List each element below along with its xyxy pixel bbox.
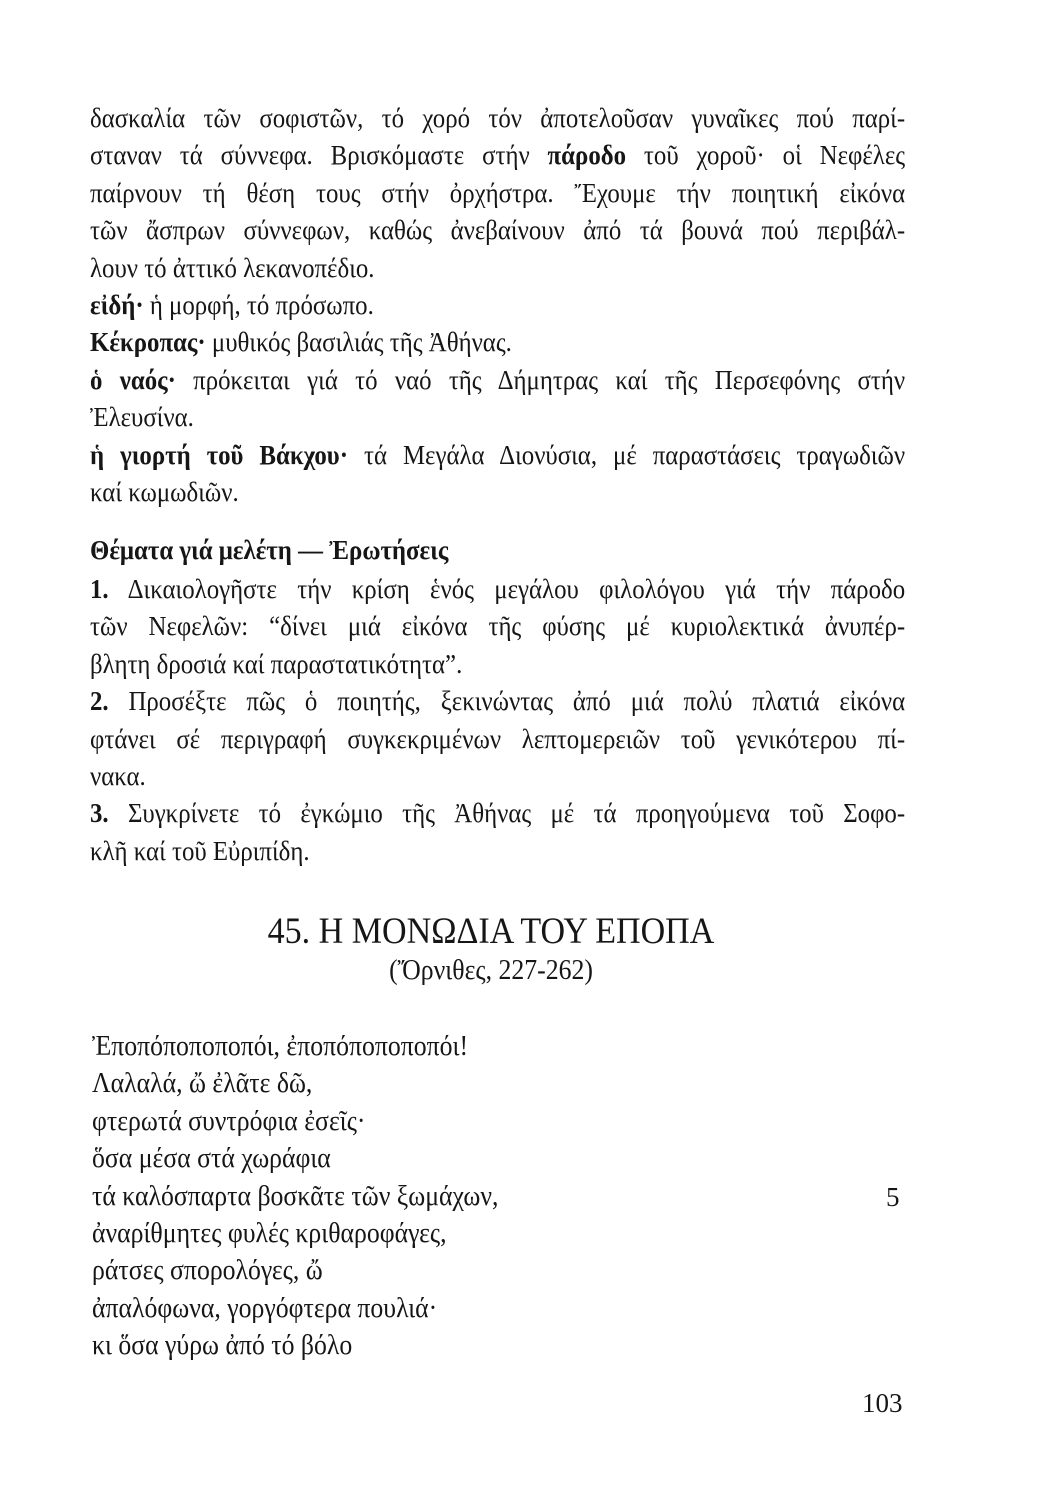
text-run: ἡ μορφή, τό πρόσωπο. [143,290,374,320]
poem-line: ράτσες σπορολόγες, ὤ [92,1255,323,1287]
question-line [90,684,905,718]
poem-line: κι ὅσα γύρω ἀπό τό βόλο [92,1330,353,1362]
text-run: φτάνει σέ περιγραφή συγκεκριμένων λεπτομερειῶν τοῦ γενικότερου πί- [90,723,906,754]
text-run: τοῦ χοροῦ· οἱ Νεφέλες [626,140,906,171]
text-run: βλητη δροσιά καί παραστατικότητα”. [90,648,463,679]
bold-term: εἰδή· [90,290,144,320]
text-run: πρόκειται γιά τό ναό τῆς Δήμητρας καί τῆς Περσεφόνης στήν [175,364,906,395]
text-run: λουν τό ἀττικό λεκανοπέδιο. [90,252,375,283]
text-run: τῶν Νεφελῶν: “δίνει μιά εἰκόνα τῆς φύσης μέ κυριολεκτικά ἀνυπέρ- [90,611,906,642]
question-line [90,722,905,756]
bold-term: ἡ γιορτή τοῦ Βάκχου· [90,439,348,470]
section-subtitle: (Ὄρνιθες, 227-262) [389,955,593,986]
question-line [90,796,905,830]
poem-line: Ἐποπόποποποπόι, ἐποπόποποποπόι! [92,1031,469,1062]
poem-line: ἀπαλόφωνα, γοργόφτερα πουλιά· [92,1292,438,1324]
note-line [90,400,905,434]
question-line [90,759,905,793]
note-line [90,213,905,247]
poem-line: φτερωτά συντρόφια ἐσεῖς· [92,1105,366,1137]
note-line [90,176,905,210]
text-run: τά Μεγάλα Διονύσια, μέ παραστάσεις τραγωδιῶν [347,439,906,470]
note-line [90,363,905,397]
text-run: μυθικός βασιλιάς τῆς Ἀθήνας. [205,327,512,358]
question-line [90,609,905,643]
question-line [90,834,905,868]
text-run: δασκαλία τῶν σοφιστῶν, τό χορό τόν ἀποτελοῦσαν γυναῖκες πού παρί- [90,103,906,133]
note-line [90,101,905,135]
bold-term: 1. [90,574,109,604]
section-title: 45. Η ΜΟΝΩΔΙΑ ΤΟΥ ΕΠΟΠΑ [267,911,715,952]
note-line [90,438,905,472]
text-run: καί κωμωδιῶν. [90,477,239,507]
note-line [90,475,905,509]
bold-term: Κέκροπας· [90,327,206,358]
text-run: Προσέξτε πῶς ὁ ποιητής, ξεκινώντας ἀπό μιά πολύ πλατιά εἰκόνα [108,686,906,717]
note-line [90,251,905,285]
text-run: Συγκρίνετε τό ἐγκώμιο τῆς Ἀθήνας μέ τά προηγούμενα τοῦ Σοφο- [108,798,906,829]
text-run: σταναν τά σύννεφα. Βρισκόμαστε στήν [90,140,548,171]
bold-term: ὁ ναός· [90,364,176,395]
note-line [90,138,905,172]
study-heading: Θέματα γιά μελέτη — Ἐρωτήσεις [90,535,449,565]
page-number: 103 [862,1388,903,1418]
poem-line: τά καλόσπαρτα βοσκᾶτε τῶν ξωμάχων, [92,1180,499,1212]
bold-term: 2. [90,686,109,717]
poem-line: ὅσα μέσα στά χωράφια [92,1143,331,1175]
question-line [90,647,905,681]
poem-line: Λαλαλά, ὤ ἐλᾶτε δῶ, [92,1068,313,1100]
note-line [90,288,905,322]
text-run: τῶν ἄσπρων σύννεφων, καθώς ἀνεβαίνουν ἀπό τά βουνά πού περιβάλ- [90,215,906,246]
text-run: νακα. [90,761,146,791]
text-run: παίρνουν τή θέση τους στήν ὀρχήστρα. Ἔχουμε τήν ποιητική εἰκόνα [90,177,906,208]
bold-term: 3. [90,798,109,829]
bold-term: πάροδο [547,140,627,171]
note-line [90,325,905,359]
text-run: Ἐλευσίνα. [90,402,194,433]
poem-line: ἀναρίθμητες φυλές κριθαροφάγες, [92,1218,447,1249]
text-run: κλῆ καί τοῦ Εὐριπίδη. [90,835,310,866]
text-run: Δικαιολογῆστε τήν κρίση ἑνός μεγάλου φιλολόγου γιά τήν πάροδο [108,574,906,604]
verse-line-number: 5 [886,1182,900,1212]
question-line [90,572,905,606]
